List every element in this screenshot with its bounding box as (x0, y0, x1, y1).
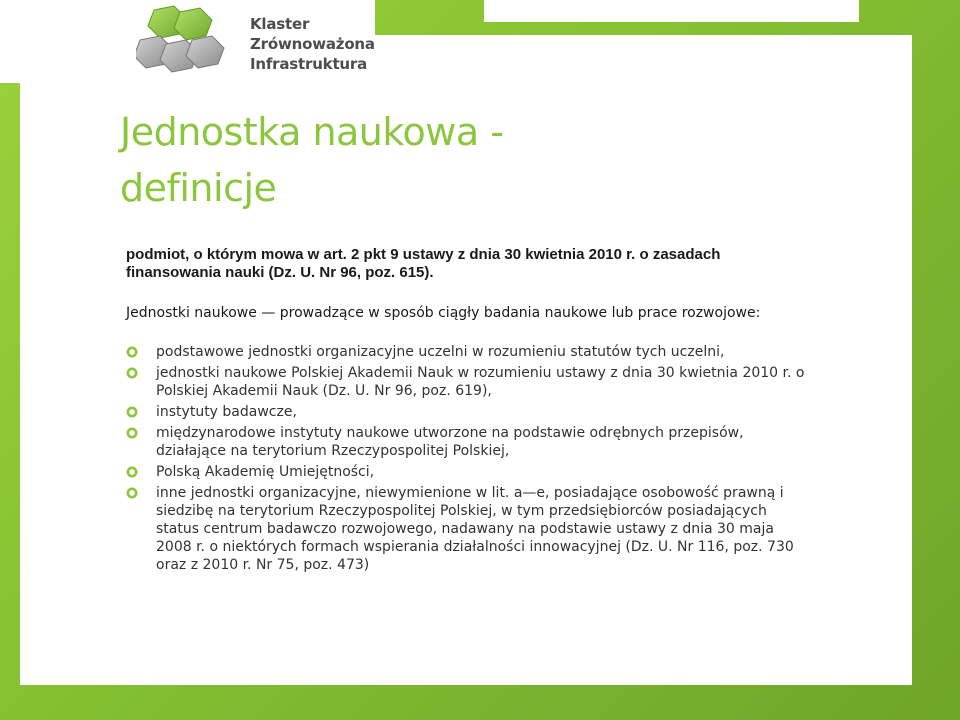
slide-title-line-2: definicje (120, 166, 277, 210)
hollow-circle-bullet-icon (126, 487, 138, 499)
list-item (126, 463, 806, 481)
logo-line-2: Zrównoważona (250, 35, 375, 53)
bullet-text: międzynarodowe instytuty naukowe utworzone na podstawie odrębnych przepisów, działające na terytorium Rzeczypospolitej Polskiej, (156, 425, 744, 459)
bullet-text: inne jednostki organizacyjne, niewymienione w lit. a—e, posiadające osobowość prawną i siedzibę na terytorium Rzeczypospolitej Polskiej, w tym przedsiębiorców posiadających status centrum badawczo rozwojowego, nadawany na podstawie ustawy z dnia 30 maja 2008 r. o niektórych formach wspierania działalności innowacyjnej (Dz. U. Nr 116, poz. 730 oraz z 2010 r. Nr 75, poz. 473) (156, 485, 794, 573)
klaster-logo (136, 4, 375, 82)
subheading: Jednostki naukowe — prowadzące w sposób ciągły badania naukowe lub prace rozwojowe: (126, 305, 761, 321)
hexagon-green-2 (174, 8, 212, 40)
hollow-circle-bullet-icon (126, 406, 138, 418)
hollow-circle-bullet-icon (126, 346, 138, 358)
logo-line-3: Infrastruktura (250, 55, 368, 73)
hollow-circle-bullet-icon (126, 466, 138, 478)
list-item (126, 364, 806, 400)
intro-paragraph: podmiot, o którym mowa w art. 2 pkt 9 ustawy z dnia 30 kwietnia 2010 r. o zasadach finansowania nauki (Dz. U. Nr 96, poz. 615). (126, 246, 721, 281)
bullet-text: Polską Akademię Umiejętności, (156, 464, 375, 480)
list-item (126, 343, 806, 361)
logo-line-1: Klaster (250, 15, 310, 33)
slide-title-line-1: Jednostka naukowa - (120, 110, 504, 154)
hollow-circle-bullet-icon (126, 427, 138, 439)
list-item (126, 403, 806, 421)
list-item (126, 424, 806, 460)
bullet-text: instytuty badawcze, (156, 404, 297, 420)
bullet-text: jednostki naukowe Polskiej Akademii Nauk w rozumieniu ustawy z dnia 30 kwietnia 2010 r. o Polskiej Akademii Nauk (Dz. U. Nr 96, poz. 619), (156, 365, 805, 399)
bullet-text: podstawowe jednostki organizacyjne uczelni w rozumieniu statutów tych uczelni, (156, 344, 725, 360)
list-item (126, 484, 806, 574)
hollow-circle-bullet-icon (126, 367, 138, 379)
slide-title (120, 104, 680, 216)
bullet-list (126, 343, 806, 577)
logo-text (250, 14, 375, 74)
hexagon-logo-icon (136, 4, 246, 82)
top-right-panel (484, 0, 859, 22)
